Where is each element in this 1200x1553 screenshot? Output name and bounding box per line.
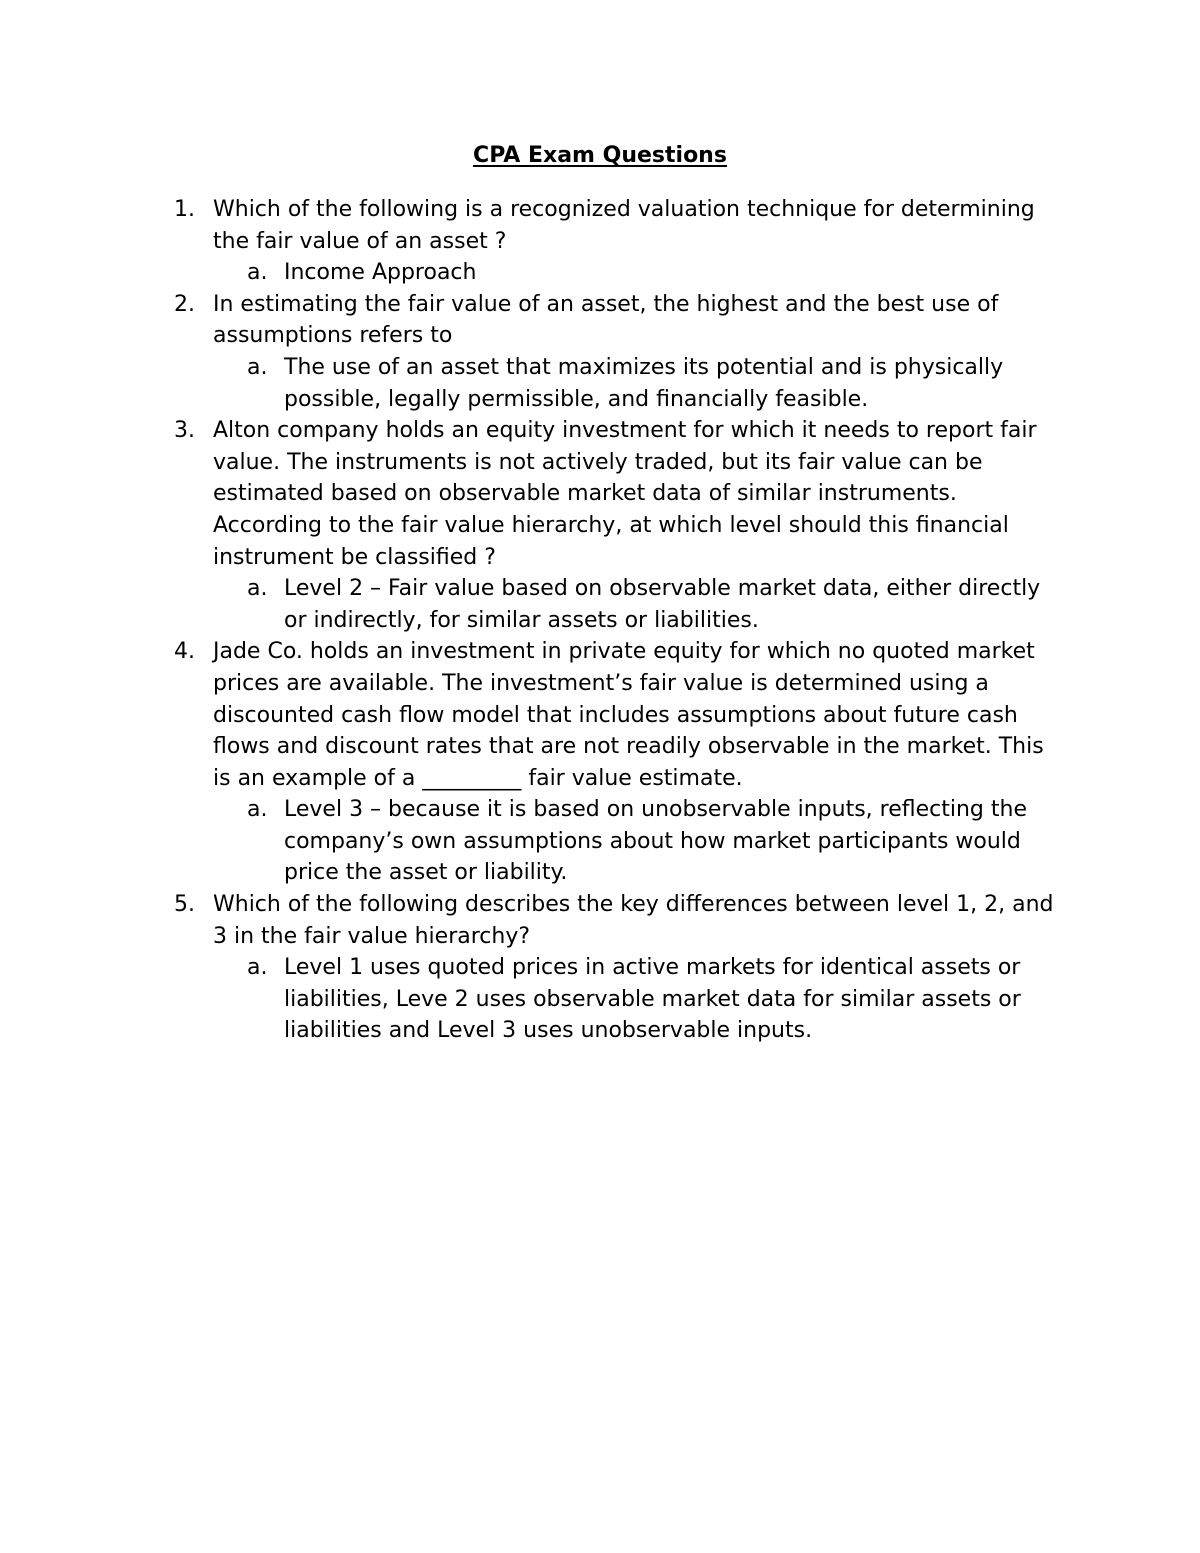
answer-4 [0, 794, 1064, 889]
answer-text: Level 1 uses quoted prices in active markets for identical assets or liabilities, Leve 2 uses observable market data for similar assets or liabilities and Level 3 uses unobservable inputs. [284, 955, 1021, 1044]
answer-text: Level 2 – Fair value based on observable market data, either directly or indirectly, for similar assets or liabilities. [284, 576, 1041, 633]
question-text: Jade Co. holds an investment in private equity for which no quoted market prices are available. The investment’s fair value is determined using a discounted cash flow model that includes assumptions about future cash flows and discount rates that are not readily observable in the market. This is an example of a _________ fair value estimate. [213, 639, 1044, 791]
question-4 [0, 636, 1063, 794]
answer-1 [0, 257, 1064, 289]
question-number: 5. [174, 892, 195, 918]
question-number: 2. [174, 291, 195, 317]
question-text: In estimating the fair value of an asset, the highest and the best use of assumptions refers to [213, 291, 999, 349]
question-list [0, 194, 1200, 1047]
question-number: 3. [174, 418, 195, 444]
answer-letter: a. [247, 354, 268, 380]
question-text: Alton company holds an equity investment for which it needs to report fair value. The instruments is not actively traded, but its fair value can be estimated based on observable market data of similar instruments. According to the fair value hierarchy, at which level should this financial instrument be classified ? [213, 418, 1037, 570]
question-text: Which of the following describes the key differences between level 1, 2, and 3 in the fair value hierarchy? [213, 892, 1054, 949]
question-2 [0, 289, 1063, 352]
document-title: CPA Exam Questions [473, 143, 727, 168]
answer-letter: a. [247, 955, 268, 981]
answer-text: Level 3 – because it is based on unobservable inputs, reflecting the company’s own assumptions about how market participants would price the asset or liability. [284, 797, 1027, 886]
question-text: Which of the following is a recognized valuation technique for determining the fair value of an asset ? [213, 197, 1035, 254]
answer-letter: a. [247, 576, 268, 602]
answer-text: The use of an asset that maximizes its potential and is physically possible, legally permissible, and financially feasible. [284, 354, 1004, 412]
question-number: 1. [174, 197, 195, 222]
question-number: 4. [174, 639, 195, 665]
answer-5 [0, 952, 1064, 1047]
answer-2 [0, 352, 1064, 415]
question-5 [0, 889, 1063, 952]
question-1 [0, 194, 1063, 257]
answer-letter: a. [247, 260, 268, 286]
answer-3 [0, 573, 1064, 636]
answer-letter: a. [247, 797, 268, 823]
answer-text: Income Approach [284, 260, 477, 286]
question-3 [0, 415, 1063, 573]
